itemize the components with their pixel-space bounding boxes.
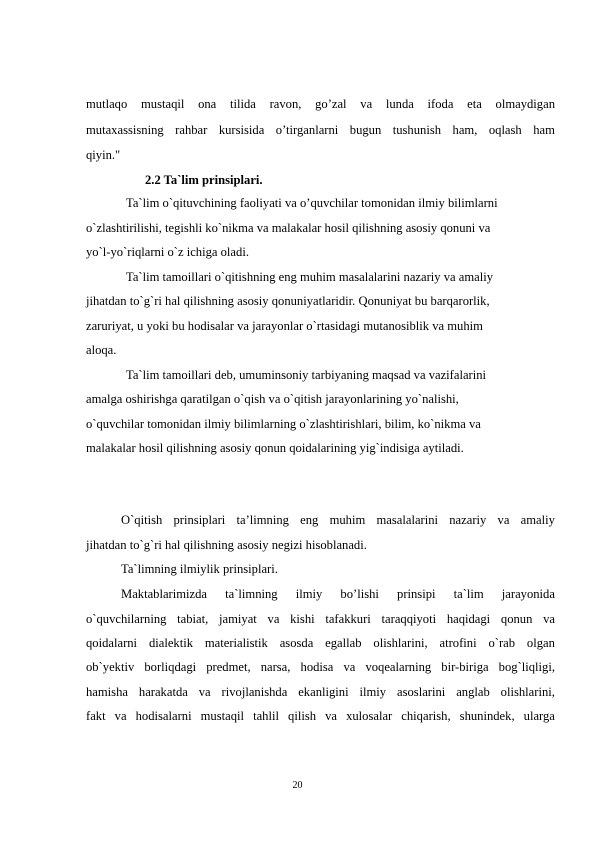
text-line (121, 588, 555, 601)
word: mustaqil (200, 709, 245, 723)
word: shunindek, (459, 709, 515, 723)
word: tabiat, (177, 612, 209, 626)
word: narsa, (260, 660, 291, 674)
word: ifoda (427, 97, 454, 111)
word: ham (533, 123, 555, 137)
text-line (86, 124, 555, 137)
word: asoslarini (397, 685, 446, 699)
word: o`quvchilarning (86, 612, 167, 626)
word: masalalarini (376, 513, 439, 527)
word: bugun (349, 123, 382, 137)
word: ularga (523, 709, 555, 723)
word: va (360, 97, 373, 111)
word: muhim (329, 513, 366, 527)
word: ilmiy (359, 685, 387, 699)
word: tushunish (392, 123, 442, 137)
word: jamiyat (219, 612, 257, 626)
text-line: amalga oshirishga qaratilgan o`qish va o`qitish jarayonlarining yo`nalishi, (86, 392, 459, 406)
text-line: aloqa. (86, 343, 117, 357)
word: mustaqil (140, 97, 185, 111)
word: tahlil (253, 709, 279, 723)
text-line (86, 661, 555, 674)
word: ob`yektiv (86, 660, 135, 674)
text-line: Ta`lim o`qituvchining faoliyati va o’quvchilar tomonidan ilmiy bilimlarni (126, 196, 498, 210)
word: bir-biriga (441, 660, 489, 674)
text-line: Ta`lim tamoillari o`qitishning eng muhim masalalarini nazariy va amaliy (126, 270, 494, 284)
word: Maktablarimizda (121, 587, 208, 601)
text-line (121, 514, 555, 527)
word: materialistik (204, 636, 268, 650)
text-line: jihatdan to`g`ri hal qilishning asosiy qonuniyatlaridir. Qonuniyat bu barqarorlik, (86, 294, 490, 308)
word: qilish (288, 709, 317, 723)
word: O`qitish (121, 513, 163, 527)
word: harakatda (138, 685, 188, 699)
text-line: yo`l-yo`riqlarni o`z ichiga oladi. (86, 245, 249, 259)
word: ta`limning (225, 587, 278, 601)
text-line: o`zlashtirilishi, tegishli ko`nikma va malakalar hosil qilishning asosiy qonuni va (86, 221, 491, 235)
word: olishlarini, (500, 685, 555, 699)
word: egallab (325, 636, 362, 650)
word: prinsipi (397, 587, 436, 601)
word: xulosalar (346, 709, 393, 723)
word: qonun (500, 612, 533, 626)
text-line: o`quvchilar tomonidan ilmiy bilimlarning o`zlashtirishlari, bilim, ko`nikma va (86, 417, 481, 431)
word: fakt (86, 709, 106, 723)
text-line: qiyin." (86, 148, 121, 162)
word: anglab (456, 685, 490, 699)
text-line (86, 613, 555, 626)
text-line: jihatdan to`g`ri hal qilishning asosiy negizi hisoblanadi. (86, 538, 367, 552)
page-number: 20 (292, 780, 303, 791)
word: lunda (385, 97, 414, 111)
word: voqealarning (365, 660, 432, 674)
word: borliqdagi (144, 660, 197, 674)
word: rahbar (175, 123, 208, 137)
word: dialektik (148, 636, 194, 650)
word: va (343, 660, 356, 674)
word: tafakkuri (325, 612, 371, 626)
word: predmet, (206, 660, 251, 674)
word: prinsiplari (173, 513, 226, 527)
word: eta (467, 97, 482, 111)
word: olishlarini, (373, 636, 428, 650)
word: oqlash (488, 123, 522, 137)
word: hodisa (300, 660, 334, 674)
word: hodisalarni (135, 709, 192, 723)
word: kursisida (218, 123, 265, 137)
section-heading: 2.2 Ta`lim prinsiplari. (145, 173, 263, 187)
word: olmaydigan (495, 97, 555, 111)
word: ekanligini (298, 685, 349, 699)
word: asosda (279, 636, 314, 650)
word: va (325, 709, 337, 723)
word: ilmiy (295, 587, 323, 601)
word: atrofini (439, 636, 477, 650)
word: go’zal (315, 97, 347, 111)
word: eng (300, 513, 319, 527)
text-line: malakalar hosil qilishning asosiy qonun qoidalarining yig`indisiga aytiladi. (86, 441, 464, 455)
word: bo’lishi (340, 587, 379, 601)
word: ta’limning (236, 513, 289, 527)
word: rivojlanishda (221, 685, 288, 699)
word: bog`liqligi, (498, 660, 555, 674)
word: hamisha (86, 685, 128, 699)
word: tilida (229, 97, 256, 111)
text-line: Ta`lim tamoillari deb, umuminsoniy tarbiyaning maqsad va vazifalarini (126, 368, 487, 382)
word: ravon, (269, 97, 302, 111)
word: chiqarish, (401, 709, 451, 723)
text-line: zaruriyat, u yoki bu hodisalar va jarayonlar o`rtasidagi mutanosiblik va muhim (86, 319, 483, 333)
word: jarayonida (501, 587, 555, 601)
word: va (497, 513, 510, 527)
word: kishi (290, 612, 315, 626)
word: ham, (452, 123, 478, 137)
word: o’tirganlarni (275, 123, 339, 137)
word: nazariy (449, 513, 487, 527)
word: va (267, 612, 280, 626)
word: mutaxassisning (86, 123, 164, 137)
word: ta`lim (453, 587, 484, 601)
text-line (86, 637, 555, 650)
text-line (86, 98, 555, 111)
text-line: Ta`limning ilmiylik prinsiplari. (121, 562, 278, 576)
word: va (543, 612, 555, 626)
text-line (86, 686, 555, 699)
word: qoidalarni (86, 636, 138, 650)
word: va (114, 709, 127, 723)
word: va (198, 685, 211, 699)
word: amaliy (520, 513, 555, 527)
word: mutlaqo (86, 97, 128, 111)
word: taraqqiyoti (381, 612, 437, 626)
text-line (86, 710, 555, 723)
word: o`rab (488, 636, 516, 650)
word: ona (198, 97, 217, 111)
word: olgan (526, 636, 555, 650)
word: haqidagi (446, 612, 491, 626)
